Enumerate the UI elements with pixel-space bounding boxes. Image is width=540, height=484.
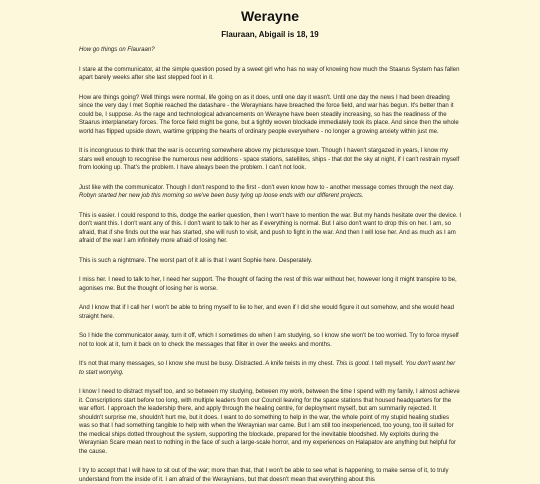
italic-text: How go things on Flauraan?: [79, 47, 155, 53]
story-paragraph: [79, 66, 461, 83]
paragraph-text: I stare at the communicator, at the simple question posed by a sweet girl who has no way of knowing how much the Staarus System has fallen apart barely weeks after she last stepped foot in it.: [79, 66, 460, 81]
story-paragraph: [79, 276, 461, 293]
story-paragraph: [79, 332, 461, 349]
paragraph-text: It is incongruous to think that the war is occurring somewhere above my picturesque town. Though I haven't stargazed in years, I know my stars well enough to recognise the numerous new additions - space stations, satellites, ships - that dot the sky at night, if I can't restrain myself from looking up. That's the problem. I have always been the problem. I can't not look.: [79, 148, 460, 171]
paragraph-text: I try to accept that I will have to sit out of the war; more than that, that I won't be able to see what is happening, to make sense of it, to truly understand from the inside of it. I am afraid of the Weraynians, but that doesn't mean that everything about this: [79, 468, 449, 483]
chapter-subtitle: Flauraan, Abigail is 18, 19: [221, 30, 319, 39]
story-paragraph: [79, 212, 461, 246]
story-paragraph: [79, 46, 461, 55]
story-paragraph: [79, 147, 461, 173]
paragraph-text: I miss her. I need to talk to her, I need her support. The thought of facing the rest of this war without her, however long it might transpire to be, agonises me. But the thought of losing her is worse.: [79, 277, 457, 292]
italic-text: Robyn started her new job this morning so we've been busy tying up loose ends with our different projects.: [79, 193, 364, 199]
paragraph-text: And I know that if I call her I won't be able to bring myself to lie to her, and even if I did she would figure it out somehow, and she would head straight here.: [79, 305, 454, 320]
paragraph-text: How are things going? Well things were normal, life going on as it does, until one day it wasn't. Until one day the news I had been dreading since the very day I met Sophie reached the datashare - the Weraynians have breached the force field, and war has begun. It's better than it could be, I suppose. As the rage and technological advancements on Werayne have been steadily increasing, so has the readiness of the Staarus interplanetary forces. The force field might be gone, but a tightly woven blockade immediately took its place. And since then the whole world has flipped upside down, wartime gripping the hearts of ordinary people everywhere - no longer a growing anxiety within just me.: [79, 94, 459, 135]
paragraph-text: I tell myself.: [370, 361, 406, 367]
paragraph-text: So I hide the communicator away, turn it off, which I sometimes do when I am studying, so I know she won't be too worried. Try to force myself not to look at it, turn it back on to check the messages that filter in over the weeks and months.: [79, 333, 459, 348]
story-paragraph: [79, 304, 461, 321]
story-paragraph: [79, 94, 461, 137]
italic-text: You don't want her to start worrying.: [79, 361, 456, 376]
italic-text: This is good.: [335, 361, 371, 367]
paragraph-text: This is such a nightmare. The worst part of it all is that I want Sophie here. Desperately.: [79, 257, 313, 264]
paragraph-text: Just like with the communicator. Though I don't respond to the first - don't even know how to - another message comes through the next day.: [79, 184, 455, 191]
story-paragraph: [79, 360, 461, 377]
story-paragraph: [79, 467, 461, 484]
story-paragraph: [79, 388, 461, 456]
story-paragraph: [79, 257, 461, 266]
story-body: [79, 46, 461, 484]
story-paragraph: [79, 184, 461, 201]
paragraph-text: I know I need to distract myself too, and so between my studying, between my work, between the time I spend with my family, I almost achieve it. Conscriptions start before too long, with multiple leaders from our Council leaving for the space stations that housed headquarters for the war effort. I approach the leadership there, and apply through the healing centre, for deployment myself, but am summarily rejected. It shouldn't surprise me, shouldn't hurt me, but it does. I want to do something to help in the war, the whole point of my stupid healing studies was so that I had something tangible to help with when the Weraynian war came. But I am still too inexperienced, too young, too ill suited for the medical ships dotted throughout the system, supporting the blockade, prepared for the inevitable bloodshed. My exploits during the Weraynian Scare mean next to nothing in the face of such a large-scale horror, and my experiences on Halapatov are anything but helpful for the cause.: [79, 389, 460, 455]
paragraph-text: This is easier. I could respond to this, dodge the earlier question, then I won't have to mention the war. But my hands hesitate over the device. I don't want this. I don't want any of this. I don't want to talk to her as if everything is normal. But I also don't want to drop this on her. I am, so afraid, that if she finds out the war has started, she will rush to visit, and push to fight in the war. And then I will lose her. And as much as I am afraid of the war I am infinitely more afraid of losing her.: [79, 212, 461, 244]
paragraph-text: It's not that many messages, so I know she must be busy. Distracted. A knife twists in my chest.: [79, 361, 336, 367]
story-title: Werayne: [240, 8, 300, 24]
